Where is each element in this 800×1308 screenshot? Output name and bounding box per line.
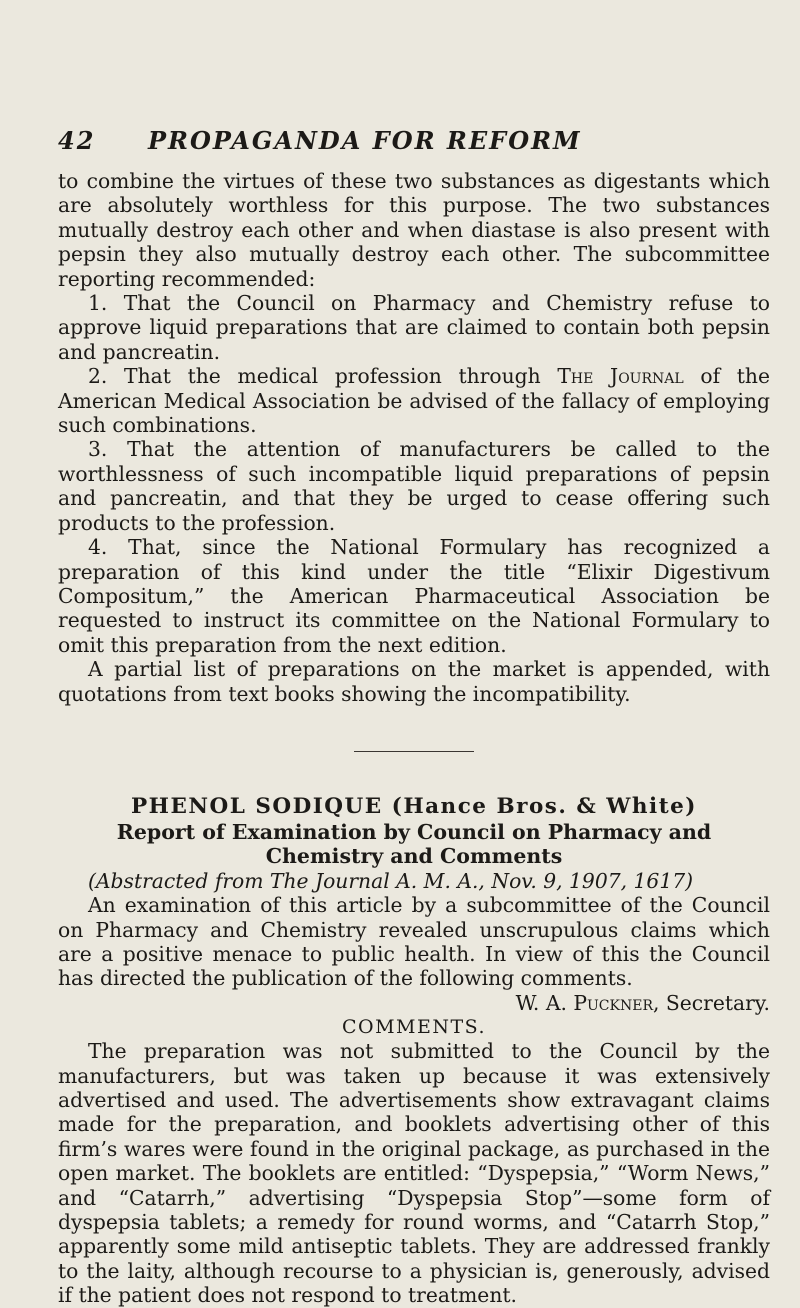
page-body [58,169,770,1308]
recommendation-2 [58,364,770,437]
signature-name: W. A. Puckner [515,990,653,1015]
intro-paragraph: to combine the virtues of these two substances as digestants which are absolutely worthless for this purpose. The two substances mutually destroy each other and when diastase is also present with pepsin they also mutually destroy each other. The subcommittee reporting recommended: [58,169,770,291]
recommendation-2-end: of the American Medical Association be advised of the fallacy of employing such combinations. [58,364,770,438]
section-divider [354,751,474,752]
section-title: PHENOL SODIQUE (Hance Bros. & White) [130,793,697,819]
comments-paragraph: The preparation was not submitted to the Council by the manufacturers, but was taken up because it was extensively advertised and used. The advertisements show extravagant claims made for the preparation, and booklets advertising other of this firm’s wares were found in the original package, as purchased in the open market. The booklets are entitled: “Dyspepsia,” “Worm News,” and “Catarrh,” advertising “Dyspepsia Stop”—some form of dyspepsia tablets; a remedy for round worms, and “Catarrh Stop,” apparently some mild antiseptic tablets. They are addressed frankly to the laity, although recourse to a physician is, generously, advised if the patient does not respond to treatment. [58,1039,770,1308]
closing-paragraph: A partial list of preparations on the market is appended, with quotations from text books showing the incompatibility. [58,657,770,706]
journal-name: The Journal [557,364,684,389]
running-header [58,126,770,158]
running-title: PROPAGANDA FOR REFORM [148,126,582,155]
recommendation-4: 4. That, since the National Formulary has recognized a preparation of this kind under the title “Elixir Digestivum Compositum,” the American Pharmaceutical Association be requested to instruct its committee on the National Formulary to omit this preparation from the next edition. [58,535,770,657]
abstract-citation: (Abstracted from The Journal A. M. A., Nov. 9, 1907, 1617) [88,868,694,893]
signature-title: , Secretary. [653,990,770,1015]
report-paragraph: An examination of this article by a subcommittee of the Council on Pharmacy and Chemistry revealed unscrupulous claims which are a positive menace to public health. In view of this the Council has directed the publication of the following comments. [58,893,770,991]
recommendation-2-start: 2. That the medical profession through [88,364,558,389]
recommendation-3: 3. That the attention of manufacturers be called to the worthlessness of such incompatible liquid preparations of pepsin and pancreatin, and that they be urged to cease offering such products to the profession. [58,437,770,535]
section-subtitle: Report of Examination by Council on Pharmacy and Chemistry and Comments [116,819,712,869]
recommendation-1: 1. That the Council on Pharmacy and Chemistry refuse to approve liquid preparations that are claimed to contain both pepsin and pancreatin. [58,291,770,364]
comments-heading: COMMENTS. [341,1016,487,1039]
page-number: 42 [58,126,96,155]
signature [58,991,770,1015]
